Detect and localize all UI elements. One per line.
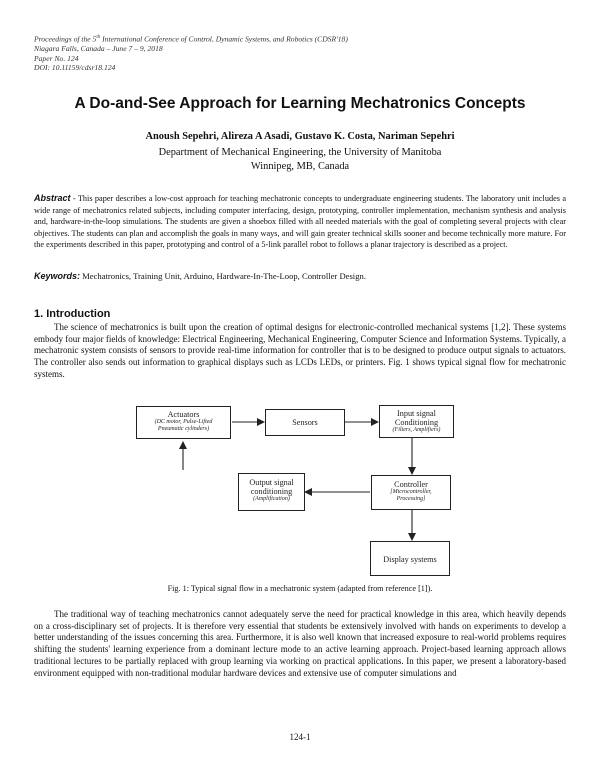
affiliation-city: Winnipeg, MB, Canada bbox=[250, 161, 350, 172]
author-list: Anoush Sepehri, Alireza A Asadi, Gustavo K. Costa, Nariman Sepehri bbox=[145, 131, 455, 142]
block-input-conditioning: Input signal Conditioning (Filters, Amplifiers) bbox=[379, 405, 454, 438]
block-display-systems: Display systems bbox=[370, 541, 450, 576]
intro-paragraph-2: The traditional way of teaching mechatronics cannot adequately serve the need for practical knowledge in this area, which heavily depends on a cross-disciplinary set of projects. It is therefore very essential that students be extensively involved with hands on experiments to develop a better understanding of the issues concerning this area. Furthermore, it is also well known that increased exposure to real-world problems requires shifting the students' learning experience from a dominant lecture mode to an active learning approach. Project-based learning approach allows traditional lectures to be partially replaced with group learning via working on practical applications. In this paper, we present a laboratory-based environment equipped with non-traditional modular hardware devices and extensive use of computer simulations and bbox=[34, 609, 566, 678]
page-number: 124-1 bbox=[289, 732, 311, 742]
abstract-label: Abstract bbox=[34, 193, 71, 203]
section-heading-introduction: 1. Introduction bbox=[34, 308, 111, 320]
header-doi: DOI: 10.11159/cdsr18.124 bbox=[34, 63, 116, 73]
block-output-conditioning: Output signal conditioning (Amplification) bbox=[238, 473, 305, 511]
header-line-1: Proceedings of the 5th International Conference of Control, Dynamic Systems, and Robotics (CDSR'18) bbox=[34, 34, 348, 44]
keywords-text: Mechatronics, Training Unit, Arduino, Hardware-In-The-Loop, Controller Design. bbox=[80, 271, 366, 281]
figure-caption: Fig. 1: Typical signal flow in a mechatronic system (adapted from reference [1]). bbox=[167, 584, 433, 593]
block-controller: Controller [Microcontroller, Processing] bbox=[371, 475, 451, 510]
header-line-3: Paper No. 124 bbox=[34, 53, 79, 63]
intro-paragraph-1: The science of mechatronics is built upon the creation of optimal designs for electronic-controlled mechanical systems [1,2]. These systems embody four major fields of knowledge: Electrical Engineering, Mechanical Engineering, Computer Science and Information Systems. Typically, a mechatronic system consists of sensors to provide real-time information for controller that is to be designed to produce output signals to actuators. The controller also sends out information to graphical displays such as LCDs LEDs, or printers. Fig. 1 shows typical signal flow for mechatronic systems. bbox=[34, 322, 566, 379]
block-actuators: Actuators (DC motor, Pulse-Lifted Pneumatic cylinders) bbox=[136, 406, 231, 439]
block-sensors: Sensors bbox=[265, 409, 345, 436]
affiliation-department: Department of Mechanical Engineering, the University of Manitoba bbox=[158, 147, 442, 158]
keywords-label: Keywords: bbox=[34, 271, 81, 281]
header-line-2: Niagara Falls, Canada – June 7 – 9, 2018 bbox=[34, 44, 163, 54]
paper-title: A Do-and-See Approach for Learning Mechatronics Concepts bbox=[74, 95, 526, 112]
abstract-text: - This paper describes a low-cost approach for teaching mechatronic concepts to undergraduate engineering students. The laboratory unit includes a wide range of mechatronics related subjects, including computer interfacing, design, prototyping, controller implementation, mechanism synthesis and analysis and, hardware-in-the-loop simulations. The students are given a shoebox filled with all needed materials with the goal of completing several projects with clear objectives. The students can plan and accomplish the goals in many ways, and will gain greater technical skills sooner and become technically more mature. For the experiments described in this paper, prototyping and control of a 5-link parallel robot to follows a planar trajectory is described as a project. bbox=[34, 194, 566, 250]
